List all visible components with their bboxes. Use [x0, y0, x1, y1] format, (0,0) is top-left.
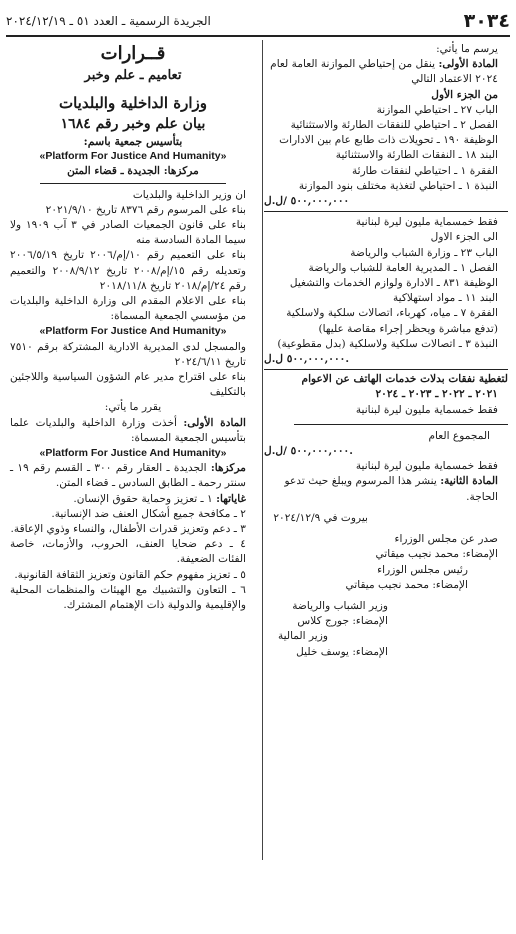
coverage-heading: لتغطية نفقات بدلات خدمات الهاتف عن الاعوام — [301, 373, 508, 386]
association-name-3: «Platform For Justice And Humanity» — [39, 447, 227, 460]
to-line-4: البند ١١ ـ مواد استهلاكية — [392, 292, 498, 305]
from-line-1: الباب ٢٧ ـ احتياطي الموازنة — [376, 103, 498, 116]
amount-2: ٥٠٠,٠٠٠,٠٠٠ ل.ل. — [264, 353, 350, 366]
to-line-5b: (تدفع مباشرة ويحظر إجراء مقاصة عليها) — [318, 322, 498, 335]
amount-2-rule — [264, 369, 508, 370]
header-rule — [6, 35, 510, 37]
amount-1-words: فقط خمسماية مليون ليرة لبنانية — [355, 216, 498, 229]
goal-3: ٣ ـ دعم وتعزيز قدرات الأطفال، والنساء وذوي الإعاقة. — [10, 523, 246, 536]
goal-1: غاياتها: ١ ـ تعزيز وحماية حقوق الإنسان. — [73, 492, 246, 505]
page-header — [6, 10, 510, 32]
goal-2: ٢ ـ مكافحة جميع أشكال العنف ضد الإنسانية. — [51, 507, 246, 520]
registration: والمسجل لدى المديرية الادارية المشتركة برقم ٧٥١٠ تاريخ ٢٠٢٤/٦/١١ — [10, 340, 246, 368]
statement-number: بيان علم وخبر رقم ١٦٨٤ — [60, 116, 206, 132]
section-subtitle: تعاميم ـ علم وخبر — [84, 68, 182, 83]
amount-1: ٥٠٠,٠٠٠,٠٠٠ /ل.ل — [264, 195, 350, 208]
to-line-1: الباب ٢٣ ـ وزارة الشباب والرياضة — [350, 246, 498, 259]
association-name: «Platform For Justice And Humanity» — [39, 150, 227, 163]
column-divider — [262, 40, 263, 860]
issue-info: الجريدة الرسمية ـ العدد ٥١ ـ ٢٠٢٤/١٢/١٩ — [6, 14, 211, 28]
from-line-5: الفقرة ١ ـ احتياطي لنفقات طارئة — [351, 164, 498, 177]
ministry-name: وزارة الداخلية والبلديات — [58, 94, 207, 112]
from-line-4: البند ١٨ ـ النفقات الطارئة والاستثنائية — [335, 149, 498, 162]
amount-3: ٥٠٠,٠٠٠,٠٠٠ /ل.ل. — [264, 445, 353, 458]
basis-proposal: بناء على اقتراح مدير عام الشؤون السياسية واللاجئين بالتكليف — [10, 371, 246, 399]
goal-5: ٥ ـ تعزيز مفهوم حكم القانون وتعزيز الثقافة القانونية. — [14, 568, 246, 581]
title-rule — [40, 183, 226, 184]
from-line-3: الوظيفة ١٩٠ ـ تحويلات ذات طابع عام بين الادارات — [279, 134, 498, 147]
decree-intro: يرسم ما يأتي: — [436, 43, 498, 55]
association-name-2: «Platform For Justice And Humanity» — [39, 325, 227, 338]
headquarters-detail: مركزها: الجديدة ـ العقار رقم ٣٠٠ ـ القسم رقم ١٩ ـ سنتر رحمة ـ الطابق السادس ـ قضاء المتن. — [10, 462, 246, 490]
signature-pm: الإمضاء: محمد نجيب ميقاتي — [345, 578, 468, 591]
part-1-heading: من الجزء الأول — [431, 88, 498, 101]
article-2: المادة الثانية: ينشر هذا المرسوم ويبلغ حيث تدعو الحاجة. — [284, 475, 498, 503]
from-line-2: الفصل ٢ ـ احتياطي للنفقات الطارئة والاستثنائية — [290, 119, 498, 132]
goal-4: ٤ ـ دعم ضحايا العنف، الحروب، والأزمات، خاصة الفئات الضعيفة. — [10, 538, 246, 566]
total-rule — [294, 424, 508, 425]
issued-by: صدر عن مجلس الوزراء — [394, 533, 498, 546]
to-line-3: الوظيفة ٨٣١ ـ الادارة ولوازم الخدمات والتشغيل — [289, 277, 498, 290]
finance-minister-title: وزير المالية — [277, 630, 328, 643]
amount-3-words: فقط خمسماية مليون ليرة لبنانية — [355, 460, 498, 473]
amount-2-words: فقط خمسماية مليون ليرة لبنانية — [355, 403, 498, 416]
goal-6: ٦ ـ التعاون والتشبيك مع الهيئات والمنظمات المحلية والإقليمية والدولية ذات الإهتمام المشترك. — [10, 583, 246, 612]
to-part-heading: الى الجزء الاول — [430, 231, 498, 244]
article-1-left: المادة الأولى: أخذت وزارة الداخلية والبلديات علما بتأسيس الجمعية المسماة: — [10, 416, 246, 444]
coverage-years: ٢٠٢١ ـ ٢٠٢٢ ـ ٢٠٢٣ ـ ٢٠٢٤ — [375, 388, 498, 401]
left-column — [10, 42, 256, 613]
association-label: بتأسيس جمعية باسم: — [83, 135, 183, 148]
signature-president: الإمضاء: محمد نجيب ميقاتي — [375, 548, 498, 561]
amount-1-rule — [264, 211, 508, 212]
to-line-6: النبذة ٣ ـ اتصالات سلكية ولاسلكية (بدل مقطوعية) — [277, 337, 498, 350]
decides: يقرر ما يأتي: — [104, 401, 162, 414]
to-line-2: الفصل ١ ـ المديرية العامة للشباب والرياضة — [308, 261, 498, 274]
signature-youth-minister: الإمضاء: جورج كلاس — [297, 615, 388, 628]
basis-decree: بناء على المرسوم رقم ٨٣٧٦ تاريخ ٢٠٢١/٩/١٠ — [45, 203, 246, 216]
youth-minister-title: وزير الشباب والرياضة — [292, 599, 388, 612]
signature-finance-minister: الإمضاء: يوسف خليل — [296, 645, 388, 658]
basis-circular: بناء على التعميم رقم ١٠/إم/٢٠٠٦ تاريخ ٢٠٠٦/٥/١٩ وتعديله رقم ١٥/إم/٢٠٠٨ تاريخ ٢٠٠٨/٩/١٢ والتعميم رقم ٢٤/إم/٢٠١٨ تاريخ ٢٠١٨/١١/٨ — [10, 249, 246, 292]
basis-notice: بناء على الاعلام المقدم الى وزارة الداخلية والبلديات من مؤسسي الجمعية المسماة: — [10, 295, 246, 323]
minister-intro: ان وزير الداخلية والبلديات — [132, 188, 246, 201]
pm-title: رئيس مجلس الوزراء — [377, 563, 468, 576]
headquarters: مركزها: الجديدة ـ قضاء المتن — [67, 165, 199, 178]
page-number: ٣٠٣٤ — [463, 10, 510, 32]
grand-total-label: المجموع العام — [428, 429, 490, 442]
right-column — [264, 42, 508, 660]
section-title: قــرارات — [100, 43, 166, 64]
basis-law: بناء على قانون الجمعيات الصادر في ٣ آب ١٩٠٩ ولا سيما المادة السادسة منه — [10, 219, 246, 247]
from-line-6: النبذة ١ ـ احتياطي لتغذية مختلف بنود الموازنة — [298, 179, 498, 192]
beirut-date: بيروت في ٢٠٢٤/١٢/٩ — [273, 511, 368, 524]
article-1: المادة الأولى: ينقل من إحتياطي الموازنة العامة لعام ٢٠٢٤ الاعتماد التالي — [270, 58, 498, 86]
to-line-5: الفقرة ٧ ـ مياه، كهرباء، اتصالات سلكية ولاسلكية — [286, 307, 498, 320]
